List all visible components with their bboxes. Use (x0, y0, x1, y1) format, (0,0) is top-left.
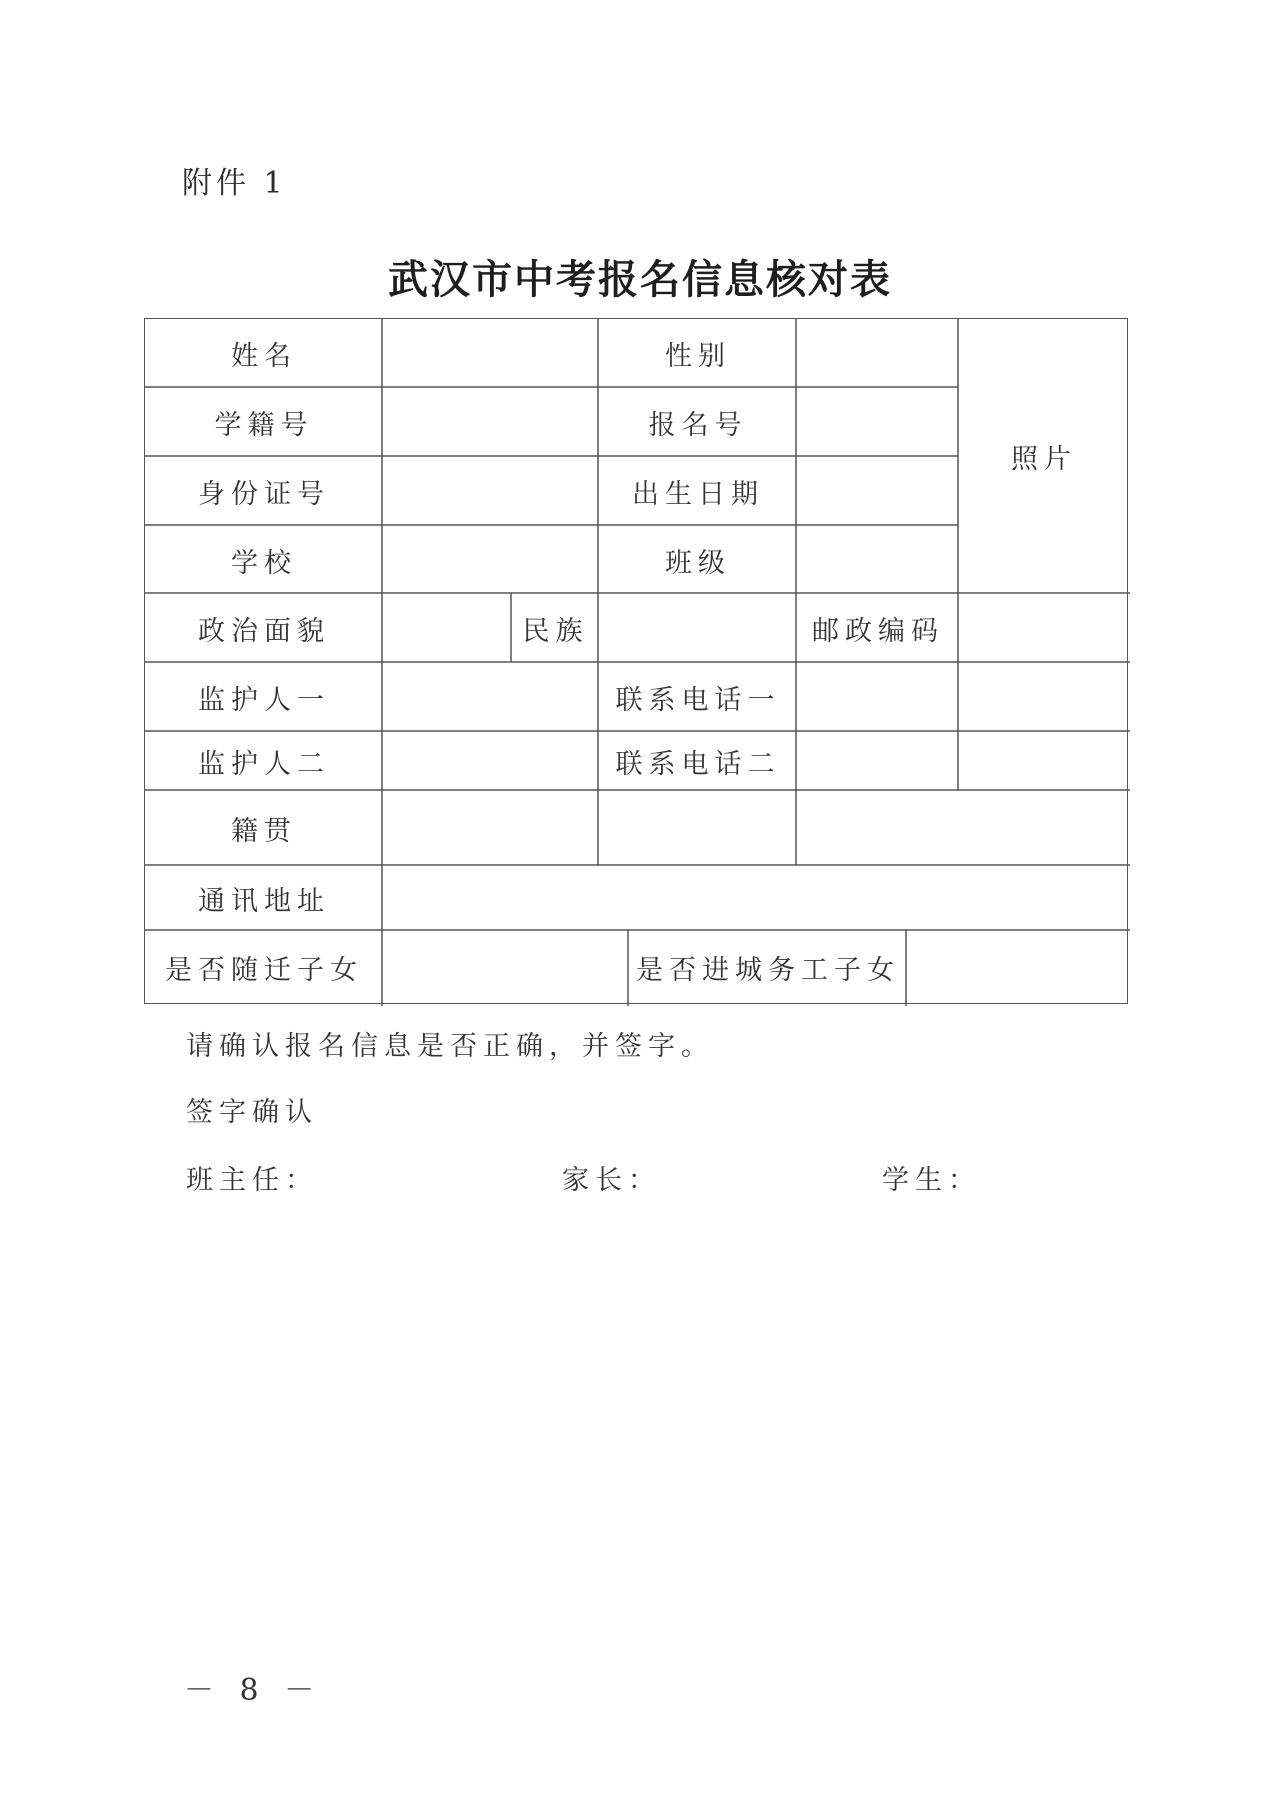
page-number: － 8 － (184, 1673, 323, 1708)
label-guardian-2: 监护人二 (198, 749, 330, 780)
label-political-status: 政治面貌 (198, 616, 330, 647)
label-postal-code: 邮政编码 (812, 616, 944, 647)
signature-label: 签字确认 (186, 1097, 318, 1128)
student-signature-label: 学生： (882, 1165, 981, 1196)
label-guardian-1: 监护人一 (198, 685, 330, 716)
label-birth-date: 出生日期 (632, 479, 764, 510)
head-teacher-signature-label: 班主任： (186, 1165, 318, 1196)
parent-signature-label: 家长： (562, 1165, 661, 1196)
label-id-no: 身份证号 (198, 479, 330, 510)
label-phone-2: 联系电话二 (615, 749, 781, 780)
form-title: 武汉市中考报名信息核对表 (388, 256, 892, 303)
label-phone-1: 联系电话一 (615, 685, 781, 716)
label-migrant-child: 是否随迁子女 (165, 954, 363, 986)
confirm-note: 请确认报名信息是否正确，并签字。 (186, 1031, 714, 1062)
label-student-id: 学籍号 (214, 410, 314, 441)
verification-table (144, 318, 1128, 1004)
label-registration-no: 报名号 (648, 410, 748, 441)
label-migrant-worker-child: 是否进城务工子女 (636, 954, 900, 986)
label-school: 学校 (231, 547, 297, 579)
label-class: 班级 (665, 547, 731, 579)
label-gender: 性别 (665, 341, 731, 372)
label-name: 姓名 (231, 341, 297, 372)
label-native-place: 籍贯 (231, 816, 297, 847)
attachment-label: 附件 1 (182, 166, 287, 201)
label-address: 通讯地址 (198, 886, 330, 917)
label-photo: 照片 (1011, 444, 1077, 475)
label-ethnicity: 民族 (522, 616, 589, 647)
